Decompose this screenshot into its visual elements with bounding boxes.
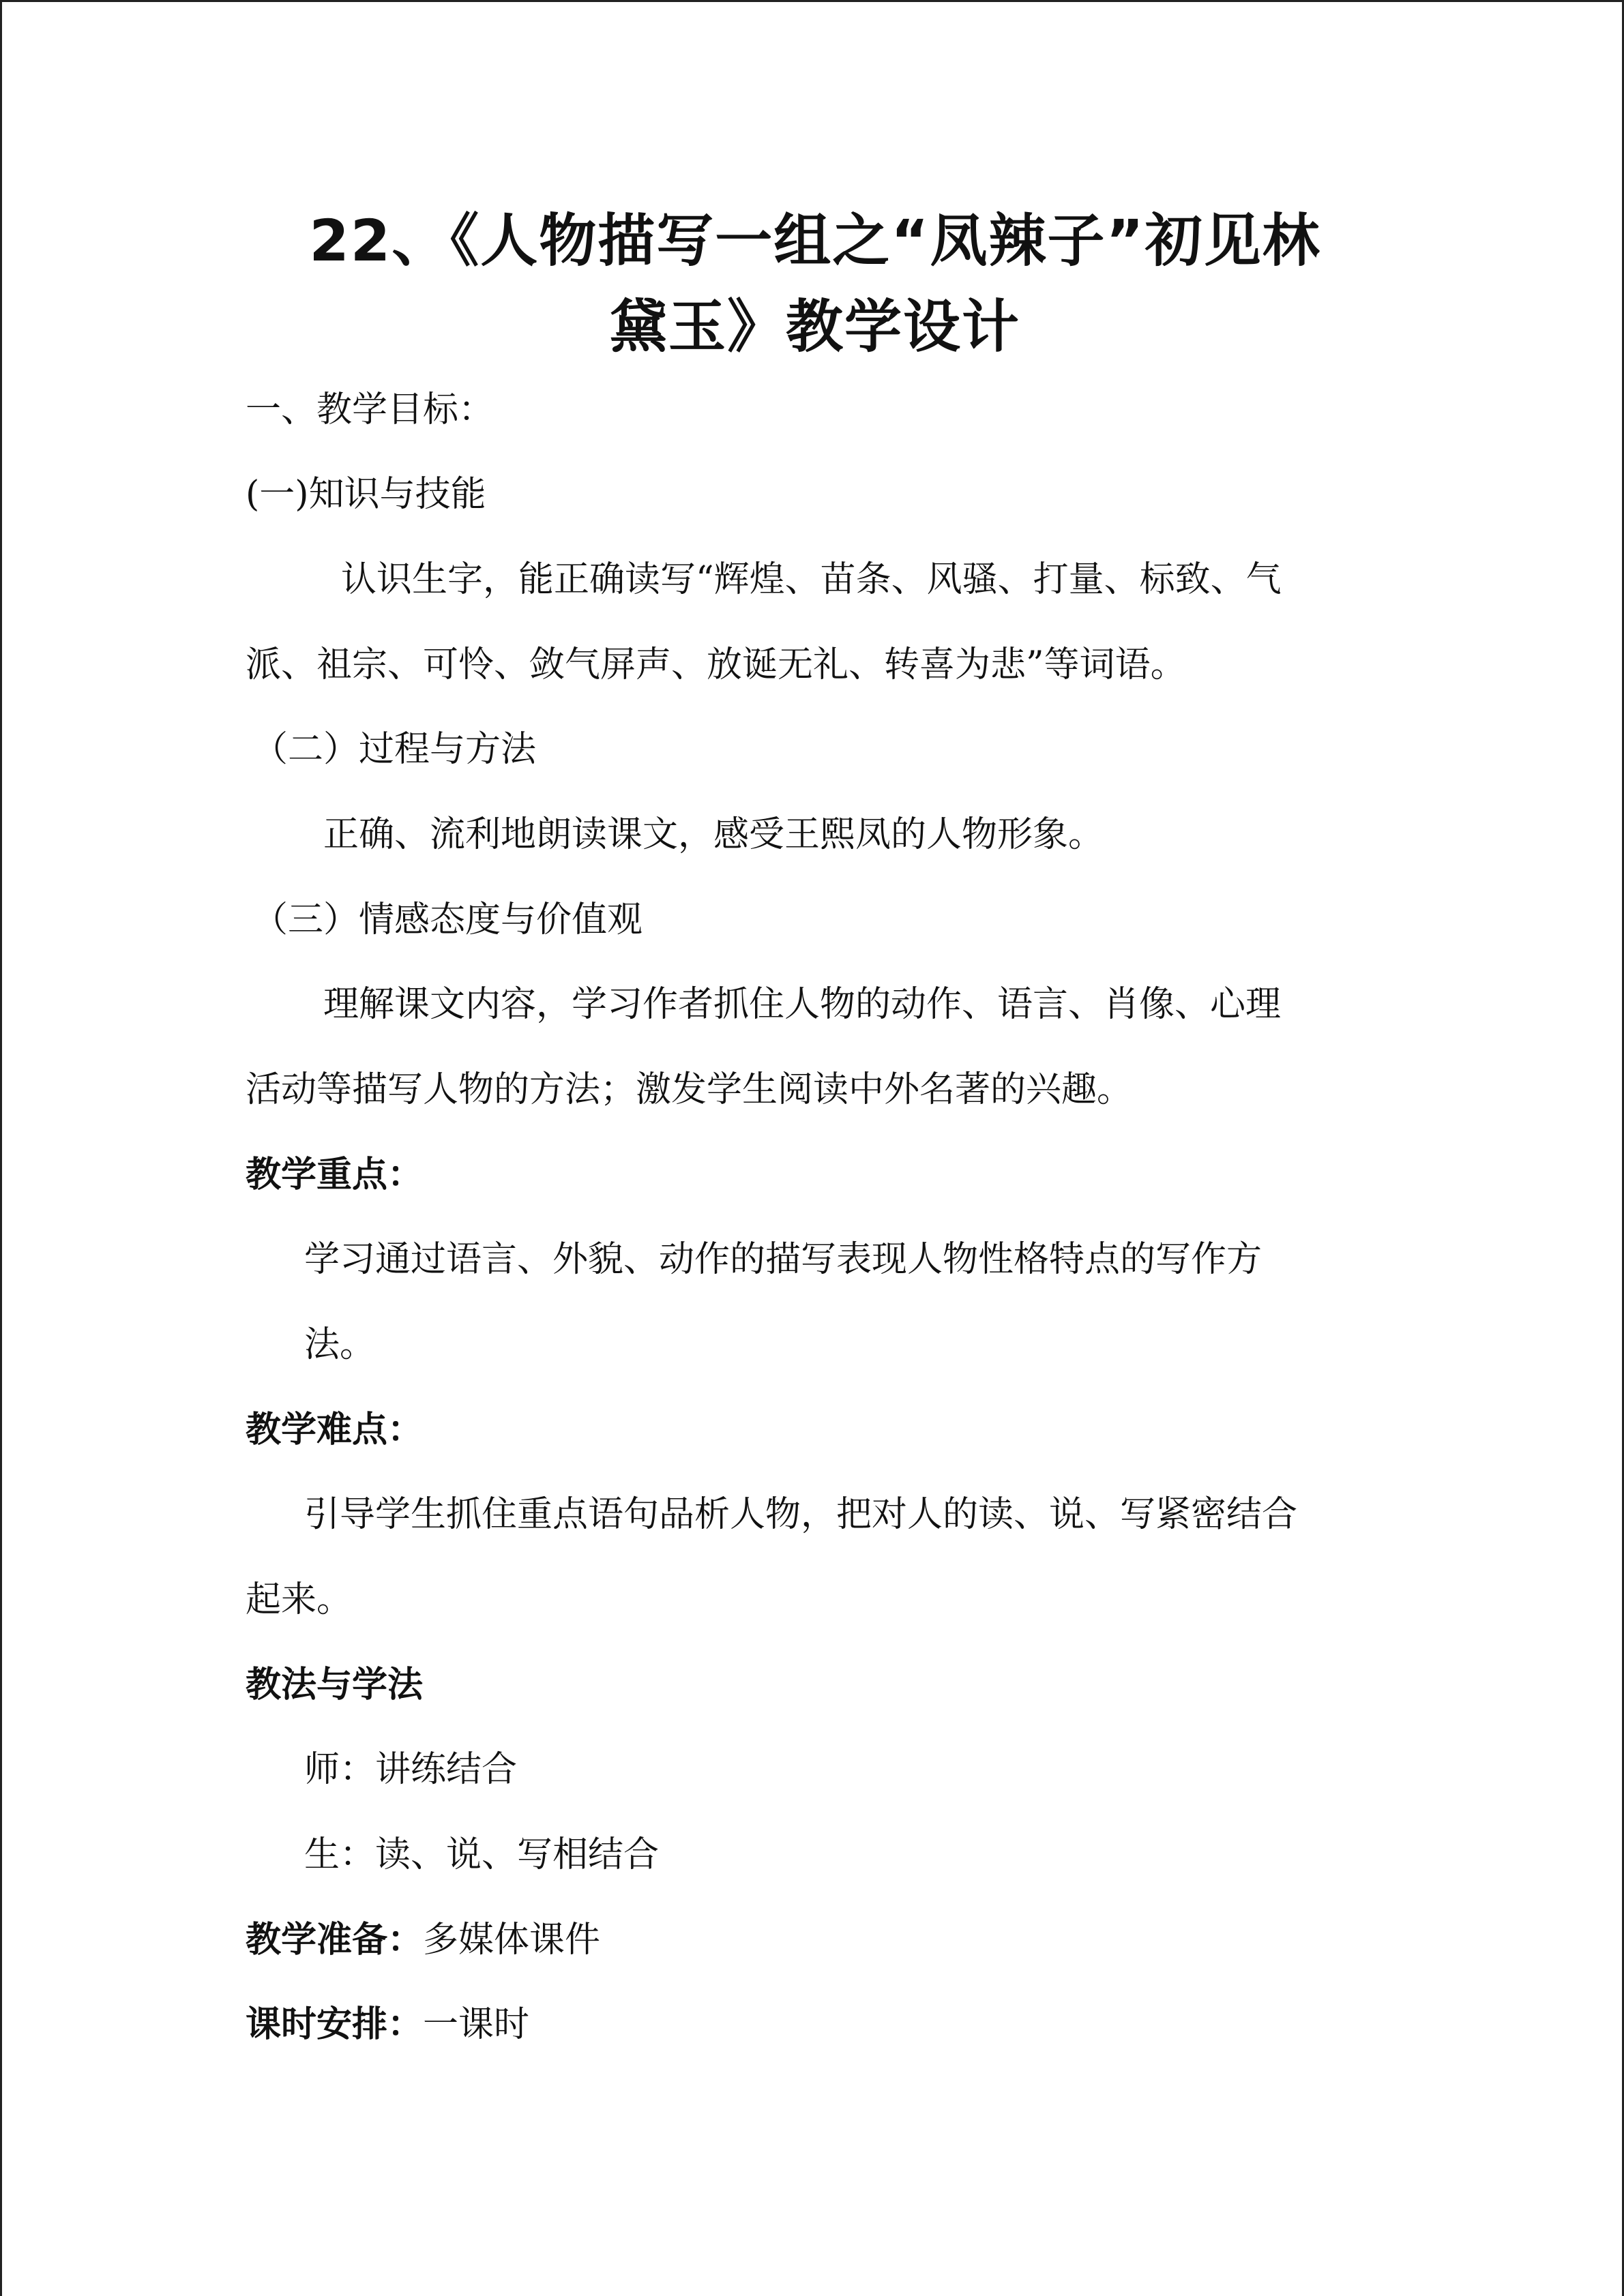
knowledge-text-line-2: 派、祖宗、可怜、敛气屏声、放诞无礼、转喜为悲”等词语。 — [246, 644, 1186, 685]
difficulty-text-line-2: 起来。 — [246, 1579, 353, 1620]
methods-heading: 教法与学法 — [246, 1665, 424, 1705]
key-points-text-line-1: 学习通过语言、外貌、动作的描写表现人物性格特点的写作方 — [304, 1239, 1263, 1280]
schedule-label: 课时安排： — [246, 2004, 424, 2045]
preparation-row — [246, 1916, 600, 1964]
subsection-heading-values: （三）情感态度与价值观 — [252, 899, 643, 940]
schedule-value: 一课时 — [423, 2004, 530, 2045]
subsection-heading-knowledge: (一)知识与技能 — [246, 474, 486, 515]
document-title-line-2: 黛玉》教学设计 — [609, 293, 1020, 360]
methods-teacher: 师：讲练结合 — [304, 1749, 518, 1790]
values-text-line-2: 活动等描写人物的方法；激发学生阅读中外名著的兴趣。 — [246, 1069, 1133, 1110]
section-heading-objectives: 一、教学目标： — [246, 389, 494, 430]
key-points-heading: 教学重点： — [246, 1154, 424, 1195]
knowledge-text-line-1: 认识生字，能正确读写“辉煌、苗条、风骚、打量、标致、气 — [341, 559, 1282, 600]
schedule-row — [246, 2001, 529, 2048]
process-text: 正确、流利地朗读课文，感受王熙凤的人物形象。 — [323, 814, 1104, 855]
values-text-line-1: 理解课文内容，学习作者抓住人物的动作、语言、肖像、心理 — [323, 984, 1282, 1025]
difficulty-text-line-1: 引导学生抓住重点语句品析人物，把对人的读、说、写紧密结合 — [304, 1494, 1298, 1535]
subsection-heading-process: （二）过程与方法 — [252, 729, 537, 770]
document-title-line-1: 22、《人物描写一组之“凤辣子”初见林 — [309, 207, 1321, 274]
key-points-text-line-2: 法。 — [304, 1324, 376, 1365]
preparation-value: 多媒体课件 — [423, 1920, 601, 1960]
methods-student: 生：读、说、写相结合 — [304, 1834, 660, 1875]
difficulty-heading: 教学难点： — [246, 1410, 424, 1450]
preparation-label: 教学准备： — [246, 1920, 424, 1960]
